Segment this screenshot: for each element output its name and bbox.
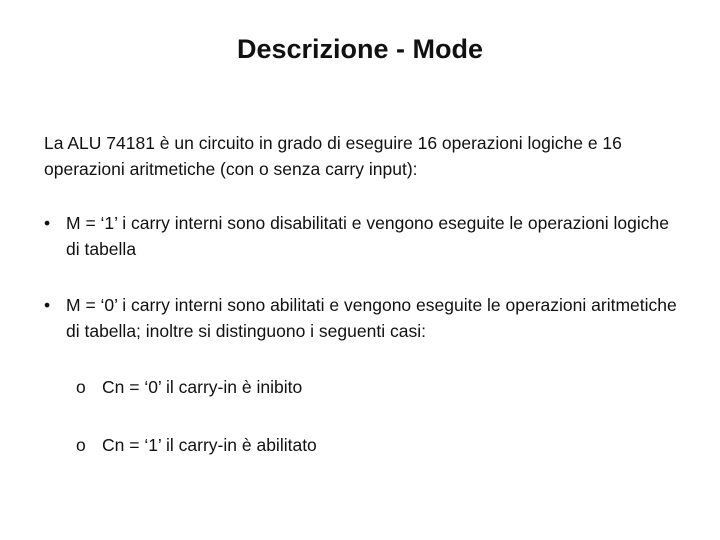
sub-bullet-marker: o [76,377,86,397]
slide-title: Descrizione - Mode [236,34,484,64]
intro-paragraph: La ALU 74181 è un circuito in grado di eseguire 16 operazioni logiche e 16 operazioni aritmetiche (con o senza carry input): [44,133,622,179]
bullet-marker: • [44,295,51,315]
sub-bullet-item-cn-1 [76,432,676,458]
sub-bullet-marker: o [76,435,86,455]
bullet-text: M = ‘1’ i carry interni sono disabilitati e vengono eseguite le operazioni logiche di tabella [66,213,669,259]
bullet-item-mode-1 [44,210,684,262]
sub-bullet-item-cn-0 [76,374,676,400]
bullet-text: M = ‘0’ i carry interni sono abilitati e vengono eseguite le operazioni aritmetiche di tabella; inoltre si distinguono i seguenti casi: [66,295,677,341]
sub-bullet-text: Cn = ‘1’ il carry-in è abilitato [102,435,317,455]
bullet-item-mode-0 [44,292,684,344]
bullet-marker: • [44,213,51,233]
sub-bullet-text: Cn = ‘0’ il carry-in è inibito [102,377,303,397]
